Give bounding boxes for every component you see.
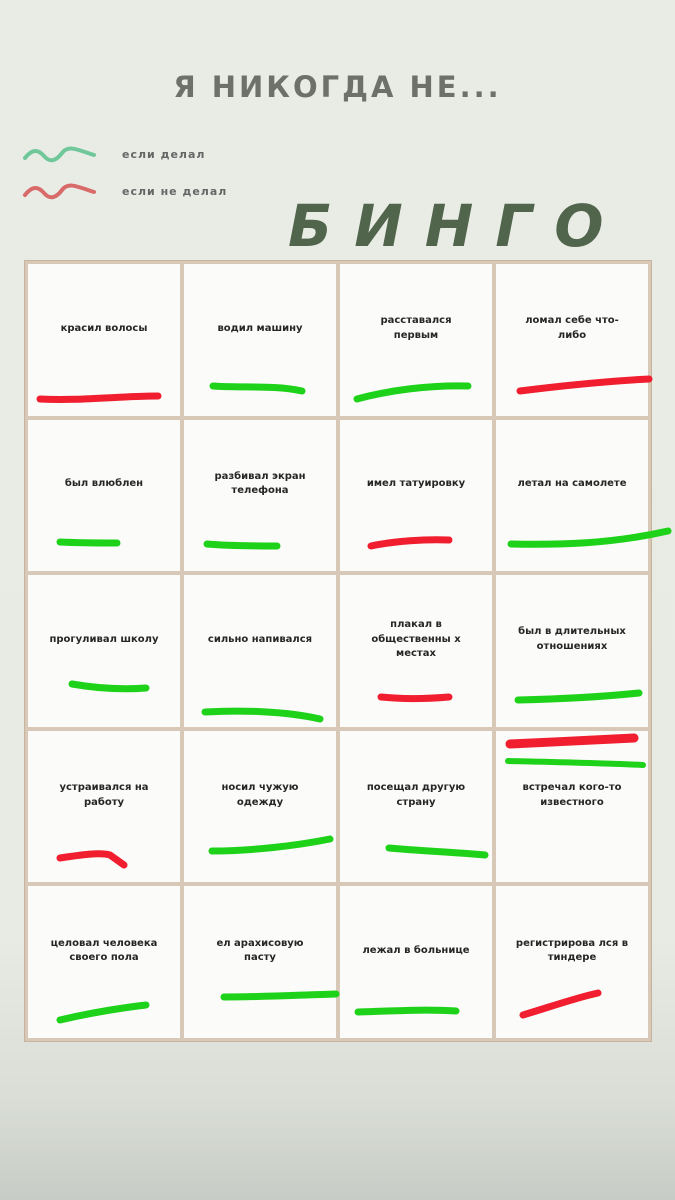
legend-label-did-not: если не делал (122, 185, 228, 198)
cell-label: прогуливал школу (49, 633, 159, 645)
bingo-cell (184, 420, 336, 572)
bingo-cell (28, 264, 180, 416)
bingo-cell (340, 886, 492, 1038)
bingo-cell (28, 420, 180, 572)
bingo-grid (24, 260, 652, 1042)
bingo-cell (496, 731, 648, 883)
cell-label: плакал в общественны х местах (371, 619, 461, 660)
page-title: Я НИКОГДА НЕ... (173, 70, 502, 104)
cell-label: имел татуировку (366, 478, 466, 490)
cell-label: регистрирова лся в тиндере (515, 937, 629, 964)
bingo-cell (496, 264, 648, 416)
cell-label: ломал себе что-либо (525, 315, 619, 341)
cell-label: лежал в больнице (362, 944, 470, 956)
legend-item-did (22, 145, 282, 167)
bingo-cell (340, 420, 492, 572)
cell-label: устраивался на работу (59, 782, 149, 808)
cell-label: встречал кого-то известного (522, 782, 622, 808)
bingo-cell (496, 420, 648, 572)
cell-label: красил волосы (60, 322, 148, 334)
cell-label: разбивал экран телефона (214, 470, 306, 497)
cell-label: был влюблен (64, 478, 144, 490)
legend-label-did: если делал (122, 148, 206, 161)
red-squiggle-icon (22, 182, 98, 202)
cell-label: носил чужую одежду (221, 782, 299, 808)
cell-label: расставался первым (380, 315, 452, 341)
bingo-cell (340, 264, 492, 416)
legend-item-did-not (22, 182, 282, 204)
bingo-cell (340, 575, 492, 727)
bingo-cell (340, 731, 492, 883)
bingo-cell (184, 575, 336, 727)
cell-label: водил машину (217, 322, 303, 334)
cell-label: сильно напивался (207, 633, 313, 645)
bingo-cell (28, 731, 180, 883)
bingo-title: БИНГО (288, 192, 626, 260)
cell-label: ел арахисовую пасту (216, 937, 304, 964)
bingo-cell (496, 886, 648, 1038)
cell-label: был в длительных отношениях (518, 626, 626, 652)
bingo-cell (184, 264, 336, 416)
bingo-cell (496, 575, 648, 727)
bingo-cell (184, 886, 336, 1038)
bingo-cell (28, 575, 180, 727)
cell-label: посещал другую страну (366, 782, 466, 808)
cell-label: целовал человека своего пола (50, 937, 158, 964)
bingo-cell (28, 886, 180, 1038)
cell-label: летал на самолете (517, 478, 627, 490)
bingo-cell (184, 731, 336, 883)
green-squiggle-icon (22, 145, 98, 165)
